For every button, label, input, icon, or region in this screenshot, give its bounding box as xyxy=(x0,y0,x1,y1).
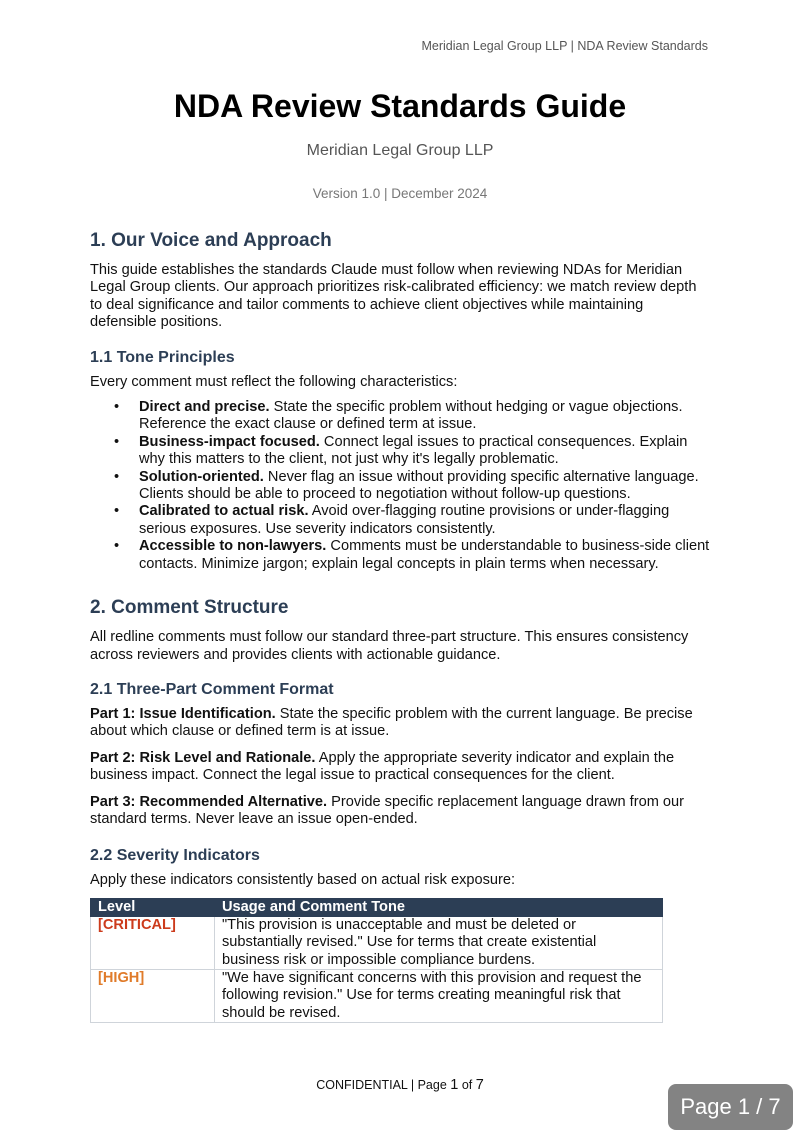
subsection-intro-tone: Every comment must reflect the following characteristics: xyxy=(90,373,458,390)
viewer-page-indicator: Page 1 / 7 xyxy=(668,1084,793,1130)
document-subtitle: Meridian Legal Group LLP xyxy=(306,142,494,159)
severity-level-critical: [CRITICAL] xyxy=(91,916,215,969)
document-version: Version 1.0 | December 2024 xyxy=(312,186,488,201)
bullet-icon: • xyxy=(114,433,120,450)
bullet-lead: Calibrated to actual risk. xyxy=(139,503,309,520)
severity-usage: "This provision is unacceptable and must be deleted or substantially revised." Use for terms that create existential business risk or impossible compliance burdens. xyxy=(215,916,663,969)
footer-of: of xyxy=(458,1078,476,1092)
bullet-text: Connect legal issues to practical consequences. Explain why this matters to the client, not just why it's legally problematic. xyxy=(139,433,688,468)
list-item xyxy=(90,469,710,504)
subsection-heading-format: 2.1 Three-Part Comment Format xyxy=(90,680,334,698)
footer-page-number: 1 xyxy=(450,1077,459,1093)
comment-part-1 xyxy=(90,706,710,741)
comment-part-3 xyxy=(90,794,710,829)
severity-table xyxy=(90,898,663,1023)
bullet-lead: Accessible to non-lawyers. xyxy=(139,538,327,555)
running-header: Meridian Legal Group LLP | NDA Review Standards xyxy=(421,39,708,53)
section-intro-structure: All redline comments must follow our standard three-part structure. This ensures consistency across reviewers and provides clients with actionable guidance. xyxy=(90,629,689,663)
section-intro-voice: This guide establishes the standards Claude must follow when reviewing NDAs for Meridian Legal Group clients. Our approach prioritizes risk-calibrated efficiency: we match review depth to deal significance and tailor comments to achieve client objectives while maintaining defensible positions. xyxy=(90,262,697,331)
section-heading-structure: 2. Comment Structure xyxy=(90,597,289,619)
list-item xyxy=(90,503,710,538)
bullet-text: Comments must be understandable to business-side client contacts. Minimize jargon; explain legal concepts in plain terms when necessary. xyxy=(139,538,710,572)
list-item xyxy=(90,399,710,434)
part-text: State the specific problem with the current language. Be precise about which clause or defined term is at issue. xyxy=(90,705,693,740)
subsection-heading-tone: 1.1 Tone Principles xyxy=(90,348,235,366)
footer-prefix: CONFIDENTIAL | Page xyxy=(316,1078,451,1092)
bullet-icon: • xyxy=(114,538,120,555)
document-body xyxy=(90,228,710,1023)
bullet-icon: • xyxy=(114,468,120,485)
table-header-level: Level xyxy=(91,898,215,916)
table-row xyxy=(91,916,663,969)
subsection-heading-severity: 2.2 Severity Indicators xyxy=(90,847,260,865)
part-text: Apply the appropriate severity indicator and explain the business impact. Connect the legal issue to practical consequences for the client. xyxy=(90,749,675,784)
bullet-text: Never flag an issue without providing specific alternative language. Clients should be able to proceed to negotiation without follow-up questions. xyxy=(139,468,699,503)
comment-part-2 xyxy=(90,750,710,785)
subsection-intro-severity: Apply these indicators consistently based on actual risk exposure: xyxy=(90,872,516,889)
bullet-text: Avoid over-flagging routine provisions or under-flagging serious exposures. Use severity indicators consistently. xyxy=(139,503,670,537)
bullet-icon: • xyxy=(114,503,120,520)
bullet-lead: Direct and precise. xyxy=(139,399,270,416)
document-title: NDA Review Standards Guide xyxy=(173,88,627,124)
table-row xyxy=(91,969,663,1022)
severity-usage: "We have significant concerns with this provision and request the following revision." Use for terms creating meaningful risk that should be revised. xyxy=(215,969,663,1022)
bullet-lead: Business-impact focused. xyxy=(139,433,320,450)
section-heading-voice: 1. Our Voice and Approach xyxy=(90,230,332,251)
bullet-text: State the specific problem without hedging or vague objections. Reference the exact clause or defined term at issue. xyxy=(139,399,683,433)
part-lead: Part 1: Issue Identification. xyxy=(90,705,276,722)
table-header-row xyxy=(91,898,663,916)
footer-page-total: 7 xyxy=(475,1077,484,1093)
part-lead: Part 3: Recommended Alternative. xyxy=(90,793,328,810)
table-header-usage: Usage and Comment Tone xyxy=(215,898,663,916)
part-lead: Part 2: Risk Level and Rationale. xyxy=(90,749,316,766)
list-item xyxy=(90,434,710,469)
list-item xyxy=(90,538,710,573)
severity-level-high: [HIGH] xyxy=(91,969,215,1022)
bullet-lead: Solution-oriented. xyxy=(139,468,264,485)
part-text: Provide specific replacement language drawn from our standard terms. Never leave an issue open-ended. xyxy=(90,793,685,827)
bullet-icon: • xyxy=(114,399,120,416)
tone-principles-list xyxy=(90,399,710,573)
